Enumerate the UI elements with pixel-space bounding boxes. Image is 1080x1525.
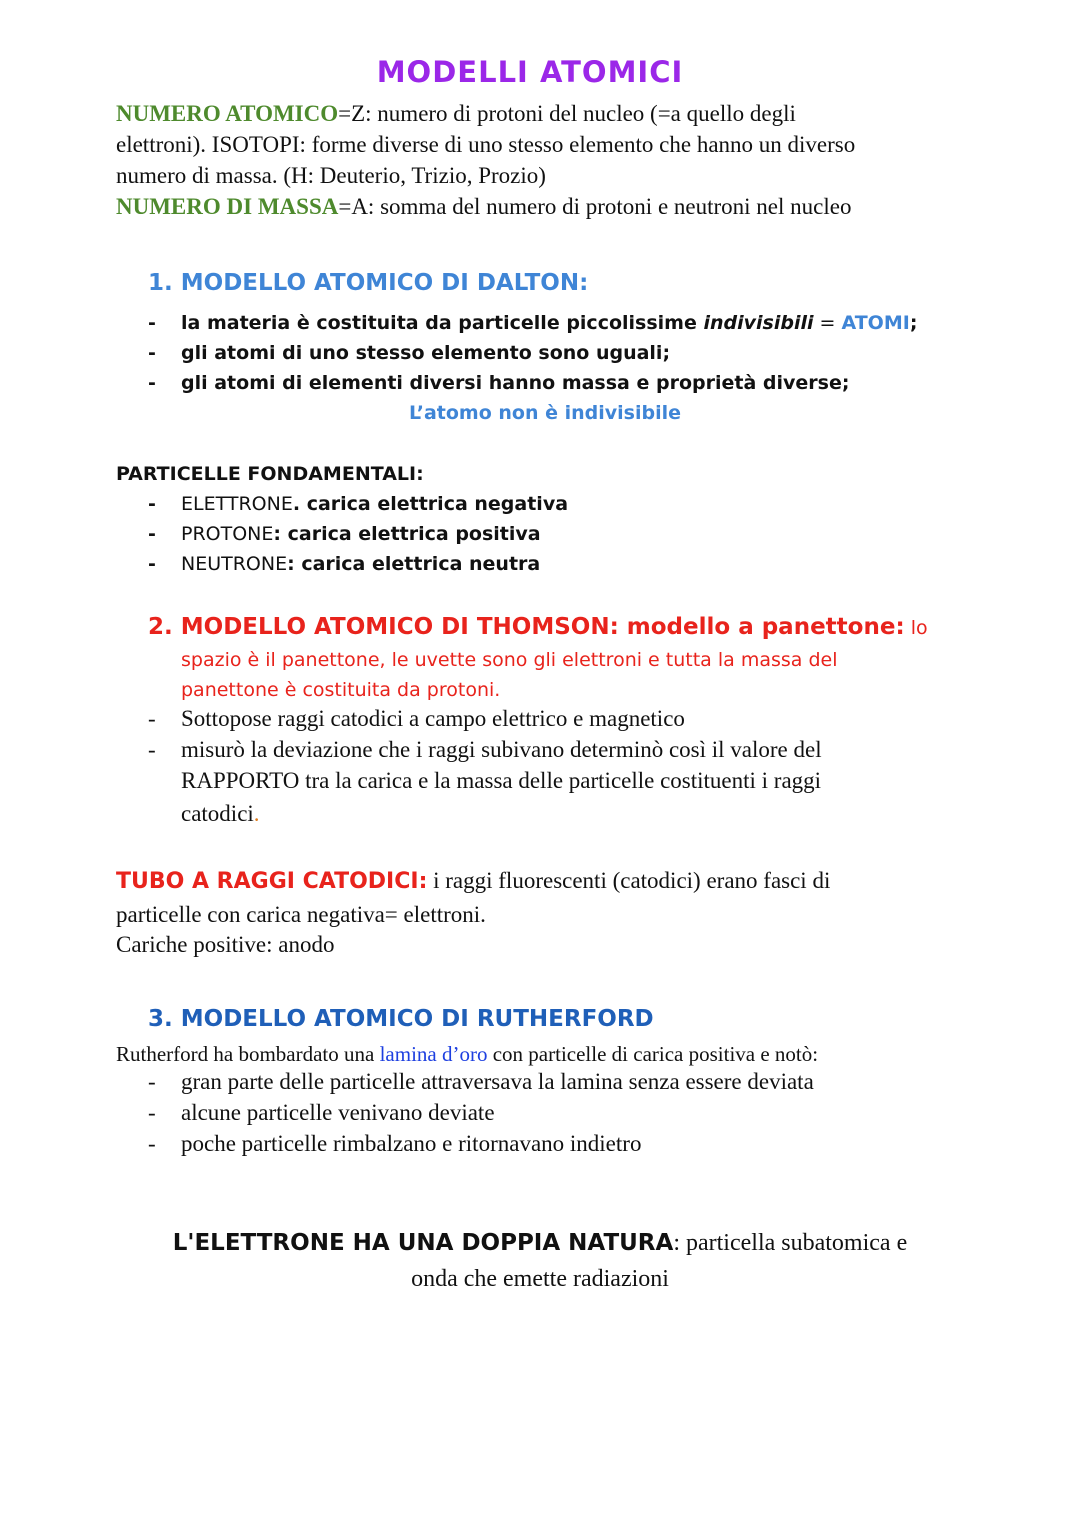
atomic-number-label: NUMERO ATOMICO [116,101,339,126]
rutherford-intro [116,1042,818,1067]
bullet-dash: - [148,1131,156,1156]
bullet-dash: - [148,493,156,515]
atoms-word: ATOMI [841,312,910,334]
page-title: MODELLI ATOMICI [376,55,684,89]
thomson-desc-2: spazio è il panettone, le uvette sono gli elettroni e tutta la massa del [181,649,838,671]
cathodic-word: catodici [181,801,254,826]
thomson-item-1-text: Sottopose raggi catodici a campo elettrico e magnetico [181,706,685,731]
proton-charge: : carica elettrica positiva [273,523,541,545]
thomson-item-2 [0,737,1080,767]
tube-label: TUBO A RAGGI CATODICI: [116,869,428,894]
neutron-label: NEUTRONE [181,553,288,575]
thomson-item-2-line-3 [181,801,260,827]
intro-line-2: elettroni). ISOTOPI: forme diverse di uno stesso elemento che hanno un diverso [116,132,856,157]
mass-number-definition: =A: somma del numero di protoni e neutroni nel nucleo [338,194,852,219]
electron-charge: . carica elettrica negativa [292,493,569,515]
electron-nature-label: L'ELETTRONE HA UNA DOPPIA NATURA [172,1230,674,1256]
thomson-item-2-line-2: RAPPORTO tra la carica e la massa delle particelle costituenti i raggi [181,768,822,793]
particle-proton [0,523,1080,549]
rutherford-intro-start: Rutherford ha bombardato una [116,1042,380,1066]
mass-number-label: NUMERO DI MASSA [116,194,339,219]
bullet-dash: - [148,312,156,334]
intro-line-4 [116,194,851,220]
thomson-item-1 [0,706,1080,736]
rutherford-item-2 [0,1100,1080,1130]
thomson-heading-text: 2. MODELLO ATOMICO DI THOMSON: modello a panettone: [148,614,905,640]
dalton-item-2 [0,342,1080,368]
tube-line-1 [116,868,830,894]
rutherford-item-1-text: gran parte delle particelle attraversava la lamina senza essere deviata [181,1069,814,1094]
neutron-charge: : carica elettrica neutra [287,553,541,575]
thomson-desc-3: panettone è costituita da protoni. [181,679,501,701]
electron-line-1 [0,1230,1080,1257]
rutherford-heading: 3. MODELLO ATOMICO DI RUTHERFORD [148,1006,654,1032]
tube-description: i raggi fluorescenti (catodici) erano fasci di [427,868,831,893]
particles-heading: PARTICELLE FONDAMENTALI: [116,463,424,485]
rutherford-intro-end: con particelle di carica positiva e notò: [487,1042,819,1066]
thomson-heading [148,614,928,640]
dalton-item-2-text: gli atomi di uno stesso elemento sono uguali; [181,342,671,364]
electron-label: ELETTRONE [181,493,293,515]
bullet-dash: - [148,372,156,394]
dalton-item-3 [0,372,1080,398]
particle-electron [0,493,1080,519]
thomson-item-2-line-1: misurò la deviazione che i raggi subivano determinò così il valore del [181,737,822,762]
bullet-dash: - [148,706,156,731]
orange-dot: . [253,801,260,826]
dalton-item-1 [0,312,1080,338]
indivisible-word: indivisibili [703,312,814,334]
electron-nature-desc: : particella subatomica e [673,1230,908,1256]
proton-label: PROTONE [181,523,274,545]
particle-neutron [0,553,1080,579]
bullet-dash: - [148,1100,156,1125]
intro-line-1 [116,101,796,127]
bullet-dash: - [148,737,156,762]
electron-line-2: onda che emette radiazioni [411,1266,669,1292]
dalton-item-1-text: la materia è costituita da particelle piccolissime [181,312,704,334]
bullet-dash: - [148,553,156,575]
bullet-dash: - [148,342,156,364]
intro-line-3: numero di massa. (H: Deuterio, Trizio, Prozio) [116,163,546,188]
rutherford-item-3-text: poche particelle rimbalzano e ritornavano indietro [181,1131,642,1156]
dalton-item-3-text: gli atomi di elementi diversi hanno massa e proprietà diverse; [181,372,850,394]
semicolon: ; [909,312,918,334]
bullet-dash: - [148,523,156,545]
dalton-heading: 1. MODELLO ATOMICO DI DALTON: [148,270,589,296]
gold-foil-text: lamina d’oro [379,1042,488,1066]
atomic-number-definition: =Z: numero di protoni del nucleo (=a quello degli [338,101,796,126]
dalton-note: L’atomo non è indivisibile [409,402,681,424]
tube-line-3: Cariche positive: anodo [116,932,335,957]
rutherford-item-1 [0,1069,1080,1099]
rutherford-item-2-text: alcune particelle venivano deviate [181,1100,495,1125]
bullet-dash: - [148,1069,156,1094]
tube-line-2: particelle con carica negativa= elettroni. [116,902,486,927]
rutherford-item-3 [0,1131,1080,1161]
equals-sign: = [813,312,842,334]
thomson-desc-start: lo [904,617,928,639]
